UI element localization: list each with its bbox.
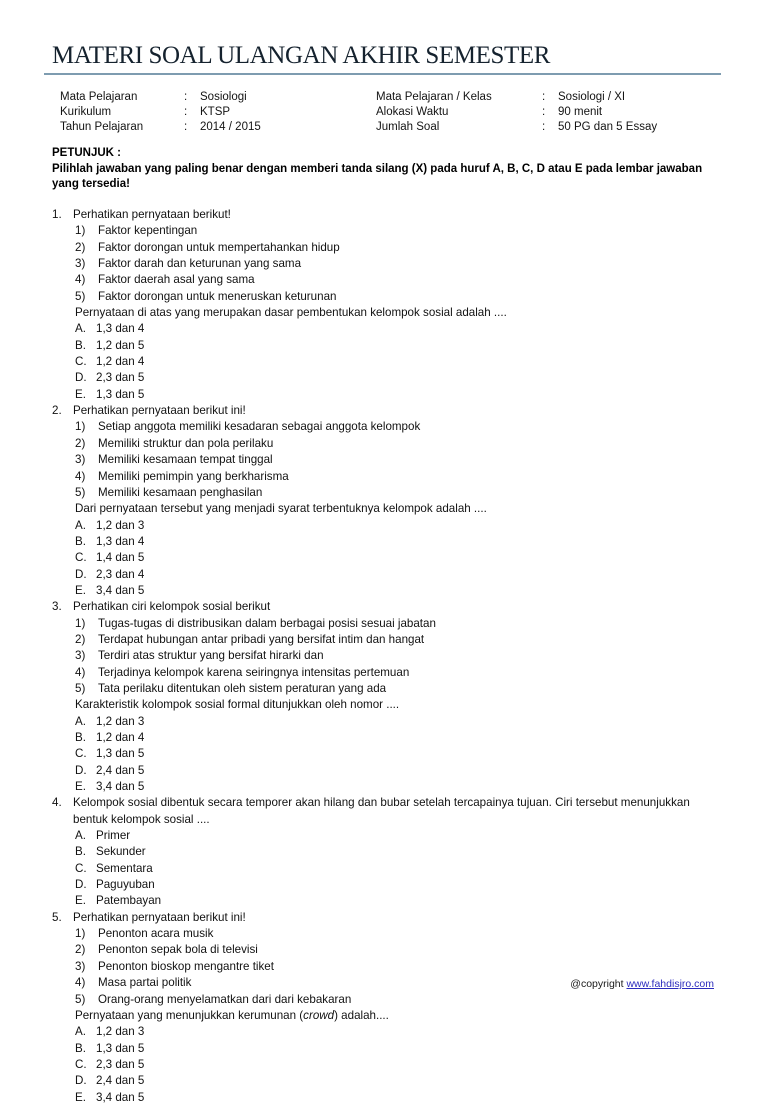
question-heading <box>52 910 720 926</box>
answer-option-letter: C. <box>75 747 87 761</box>
answer-option[interactable] <box>52 583 720 599</box>
answer-option-text: 1,2 dan 3 <box>96 1025 145 1039</box>
statement-text: Setiap anggota memiliki kesadaran sebagai anggota kelompok <box>98 420 421 434</box>
statement-text: Faktor dorongan untuk mempertahankan hidup <box>98 240 340 254</box>
metadata-value: KTSP <box>200 106 231 119</box>
question-number: 4. <box>52 796 62 810</box>
metadata-column-right <box>376 90 728 136</box>
answer-option-text: 1,2 dan 4 <box>96 731 145 744</box>
answer-option-text: 2,3 dan 4 <box>96 567 145 581</box>
statement-item <box>52 272 720 288</box>
metadata-labels-right <box>376 90 542 136</box>
instructions-body: Pilihlah jawaban yang paling benar dengan memberi tanda silang (X) pada huruf A, B, C, D atau E pada lembar jawaban yang tersedia! <box>52 162 703 190</box>
metadata-colon: : <box>184 106 188 119</box>
statement-text: Faktor dorongan untuk meneruskan keturunan <box>98 289 337 303</box>
answer-option-letter: A. <box>75 518 86 532</box>
answer-option-letter: C. <box>75 1057 87 1071</box>
metadata-value: 2014 / 2015 <box>200 121 261 134</box>
title-divider <box>44 73 721 75</box>
answer-option-letter: C. <box>75 551 87 565</box>
answer-option-letter: B. <box>75 731 86 744</box>
answer-option-text: 1,3 dan 4 <box>96 534 145 548</box>
statement-marker: 1) <box>75 927 86 941</box>
statement-item <box>52 469 720 485</box>
statement-item <box>52 289 720 305</box>
answer-option-letter: E. <box>75 583 86 597</box>
answer-option[interactable] <box>52 550 720 566</box>
question-number: 5. <box>52 910 62 924</box>
answer-option[interactable] <box>52 567 720 583</box>
answer-option-letter: D. <box>75 567 87 581</box>
answer-option[interactable] <box>52 1073 720 1089</box>
answer-option-text: 1,2 dan 5 <box>96 338 145 352</box>
question-number: 1. <box>52 208 62 221</box>
question-number: 2. <box>52 404 62 418</box>
answer-option[interactable] <box>52 1024 720 1040</box>
statement-marker: 2) <box>75 240 86 254</box>
answer-option-text: Sekunder <box>96 845 146 859</box>
answer-option-letter: E. <box>75 894 86 908</box>
question-block <box>52 599 720 795</box>
metadata-values-left <box>200 90 376 136</box>
question-tail-before: Pernyataan yang menunjukkan kerumunan ( <box>75 1008 304 1022</box>
statement-marker: 1) <box>75 420 86 434</box>
answer-option[interactable] <box>52 370 720 386</box>
answer-option[interactable] <box>52 714 720 730</box>
answer-option-text: 1,4 dan 5 <box>96 551 145 565</box>
answer-option-letter: A. <box>75 829 86 843</box>
metadata-labels-left <box>60 90 184 136</box>
statement-marker: 5) <box>75 485 86 499</box>
answer-option[interactable] <box>52 1041 720 1057</box>
answer-option[interactable] <box>52 746 720 762</box>
question-prompt: Perhatikan pernyataan berikut ini! <box>73 404 246 418</box>
statement-marker: 2) <box>75 943 86 957</box>
statement-text: Terdiri atas struktur yang bersifat hirarki dan <box>98 649 324 663</box>
answer-option-letter: C. <box>75 861 87 875</box>
metadata-column-left <box>60 90 376 136</box>
metadata-label: Mata Pelajaran / Kelas <box>376 91 492 103</box>
question-block <box>52 403 720 599</box>
answer-option[interactable] <box>52 779 720 795</box>
statement-text: Memiliki pemimpin yang berkharisma <box>98 469 289 483</box>
metadata-label: Kurikulum <box>60 106 112 119</box>
answer-option[interactable] <box>52 338 720 354</box>
answer-option-text: 3,4 dan 5 <box>96 583 145 597</box>
question-block <box>52 910 720 1106</box>
statement-item <box>52 992 720 1008</box>
statement-marker: 4) <box>75 976 86 990</box>
metadata-label: Tahun Pelajaran <box>60 121 144 134</box>
answer-option-text: 1,2 dan 3 <box>96 518 145 532</box>
statement-text: Faktor kepentingan <box>98 224 198 238</box>
statement-marker: 5) <box>75 289 86 303</box>
question-heading <box>52 795 720 828</box>
answer-option-letter: E. <box>75 1090 86 1104</box>
answer-option-letter: B. <box>75 845 86 859</box>
statement-item <box>52 240 720 256</box>
statement-item <box>52 223 720 239</box>
answer-option[interactable] <box>52 1090 720 1106</box>
statement-marker: 4) <box>75 273 86 287</box>
statement-marker: 5) <box>75 992 86 1006</box>
answer-option-letter: C. <box>75 355 87 369</box>
question-prompt: Kelompok sosial dibentuk secara temporer akan hilang dan bubar setelah tercapainya tujuan. Ciri tersebut menunjukkan bentuk kelompok sosial .... <box>73 796 690 826</box>
question-heading <box>52 207 720 223</box>
statement-text: Tata perilaku ditentukan oleh sistem peraturan yang ada <box>98 681 387 695</box>
statement-text: Terdapat hubungan antar pribadi yang bersifat intim dan hangat <box>98 632 425 646</box>
statement-text: Memiliki struktur dan pola perilaku <box>98 436 274 450</box>
metadata-colon: : <box>184 91 188 103</box>
metadata-value: Sosiologi / XI <box>558 91 626 103</box>
answer-option-text: 1,3 dan 5 <box>96 1041 145 1055</box>
answer-option[interactable] <box>52 321 720 337</box>
answer-option[interactable] <box>52 877 720 893</box>
metadata-value: 50 PG dan 5 Essay <box>558 121 658 134</box>
statement-item <box>52 959 720 975</box>
answer-option[interactable] <box>52 1057 720 1073</box>
answer-option-text: Primer <box>96 829 131 843</box>
answer-option-letter: A. <box>75 322 86 336</box>
statement-item <box>52 665 720 681</box>
answer-option-text: 1,2 dan 4 <box>96 355 145 369</box>
metadata-colon: : <box>542 106 546 119</box>
question-tail-term: crowd <box>303 1008 335 1022</box>
question-list <box>52 207 720 1106</box>
answer-option-text: 1,3 dan 5 <box>96 387 145 401</box>
metadata-label: Alokasi Waktu <box>376 106 449 119</box>
answer-option-letter: D. <box>75 878 87 892</box>
metadata-values-right <box>558 90 728 136</box>
statement-text: Faktor daerah asal yang sama <box>98 273 255 287</box>
metadata-label: Jumlah Soal <box>376 121 440 134</box>
question-tail: Karakteristik kolompok sosial formal ditunjukkan oleh nomor .... <box>75 698 400 712</box>
answer-option-text: 2,3 dan 5 <box>96 371 145 385</box>
metadata-label: Mata Pelajaran <box>60 91 138 103</box>
answer-option-text: 3,4 dan 5 <box>96 1090 145 1104</box>
statement-marker: 1) <box>75 224 86 238</box>
answer-option[interactable] <box>52 893 720 909</box>
answer-option-text: 2,4 dan 5 <box>96 1074 145 1088</box>
answer-option[interactable] <box>52 861 720 877</box>
statement-item <box>52 256 720 272</box>
statement-item <box>52 681 720 697</box>
answer-option-letter: D. <box>75 371 87 385</box>
question-tail-after: ) adalah.... <box>334 1008 389 1022</box>
statement-item <box>52 436 720 452</box>
answer-option[interactable] <box>52 828 720 844</box>
answer-option-letter: A. <box>75 714 86 728</box>
metadata-value: 90 menit <box>558 106 603 119</box>
statement-text: Penonton sepak bola di televisi <box>98 943 258 957</box>
answer-option-letter: A. <box>75 1025 86 1039</box>
answer-option-text: 1,2 dan 3 <box>96 714 145 728</box>
answer-option[interactable] <box>52 844 720 860</box>
statement-text: Memiliki kesamaan penghasilan <box>98 485 263 499</box>
answer-option-text: Patembayan <box>96 894 162 908</box>
answer-option-text: 1,3 dan 4 <box>96 322 145 336</box>
statement-text: Memiliki kesamaan tempat tinggal <box>98 453 273 467</box>
statement-marker: 4) <box>75 469 86 483</box>
metadata-colons-right <box>542 90 558 136</box>
answer-option[interactable] <box>52 763 720 779</box>
answer-option-letter: B. <box>75 338 86 352</box>
answer-option-letter: D. <box>75 763 87 777</box>
statement-text: Penonton bioskop mengantre tiket <box>98 959 274 973</box>
question-heading <box>52 599 720 615</box>
answer-option-text: Paguyuban <box>96 878 155 892</box>
website-link[interactable]: www.fahdisjro.com <box>626 978 714 990</box>
answer-option-text: 1,3 dan 5 <box>96 747 145 761</box>
question-block <box>52 207 720 403</box>
statement-marker: 3) <box>75 257 86 271</box>
answer-option-text: Sementara <box>96 861 153 875</box>
statement-item <box>52 632 720 648</box>
answer-option[interactable] <box>52 534 720 550</box>
answer-option-text: 2,4 dan 5 <box>96 763 145 777</box>
footer-copyright <box>570 978 714 990</box>
statement-marker: 5) <box>75 681 86 695</box>
answer-option[interactable] <box>52 518 720 534</box>
question-prompt: Perhatikan ciri kelompok sosial berikut <box>73 600 271 614</box>
question-prompt: Perhatikan pernyataan berikut! <box>73 208 231 221</box>
statement-text: Orang-orang menyelamatkan dari dari kebakaran <box>98 992 352 1006</box>
metadata-colon: : <box>542 121 546 134</box>
answer-option-letter: E. <box>75 387 86 401</box>
answer-option[interactable] <box>52 387 720 403</box>
statement-marker: 3) <box>75 453 86 467</box>
metadata-colon: : <box>542 91 546 103</box>
statement-text: Terjadinya kelompok karena seiringnya intensitas pertemuan <box>98 665 410 679</box>
statement-marker: 1) <box>75 616 86 630</box>
statement-item <box>52 452 720 468</box>
statement-item <box>52 926 720 942</box>
statement-text: Masa partai politik <box>98 976 192 990</box>
answer-option-letter: B. <box>75 1041 86 1055</box>
statement-item <box>52 419 720 435</box>
instructions-heading: PETUNJUK : <box>52 147 122 159</box>
statement-item <box>52 942 720 958</box>
statement-marker: 2) <box>75 632 86 646</box>
metadata-colons-left <box>184 90 200 136</box>
question-prompt: Perhatikan pernyataan berikut ini! <box>73 910 246 924</box>
metadata-colon: : <box>184 121 188 134</box>
instructions-block <box>52 146 712 193</box>
question-block <box>52 795 720 909</box>
answer-option[interactable] <box>52 730 720 746</box>
exam-metadata <box>60 90 728 136</box>
statement-marker: 4) <box>75 665 86 679</box>
question-tail <box>52 1008 720 1024</box>
statement-item <box>52 616 720 632</box>
answer-option-letter: D. <box>75 1074 87 1088</box>
page-title: MATERI SOAL ULANGAN AKHIR SEMESTER <box>52 42 550 69</box>
metadata-value: Sosiologi <box>200 91 247 103</box>
answer-option-text: 3,4 dan 5 <box>96 780 145 794</box>
statement-item <box>52 485 720 501</box>
answer-option-letter: E. <box>75 780 86 794</box>
answer-option-text: 2,3 dan 5 <box>96 1057 145 1071</box>
statement-item <box>52 648 720 664</box>
statement-text: Faktor darah dan keturunan yang sama <box>98 257 302 271</box>
answer-option-letter: B. <box>75 534 86 548</box>
question-heading <box>52 403 720 419</box>
statement-marker: 2) <box>75 436 86 450</box>
question-tail: Dari pernyataan tersebut yang menjadi syarat terbentuknya kelompok adalah .... <box>75 502 487 516</box>
statement-marker: 3) <box>75 649 86 663</box>
statement-text: Tugas-tugas di distribusikan dalam berbagai posisi sesuai jabatan <box>98 616 436 630</box>
statement-text: Penonton acara musik <box>98 927 214 941</box>
question-number: 3. <box>52 600 62 614</box>
copyright-text: @copyright <box>570 978 627 990</box>
statement-marker: 3) <box>75 959 86 973</box>
question-tail: Pernyataan di atas yang merupakan dasar pembentukan kelompok sosial adalah .... <box>75 306 507 320</box>
answer-option[interactable] <box>52 354 720 370</box>
